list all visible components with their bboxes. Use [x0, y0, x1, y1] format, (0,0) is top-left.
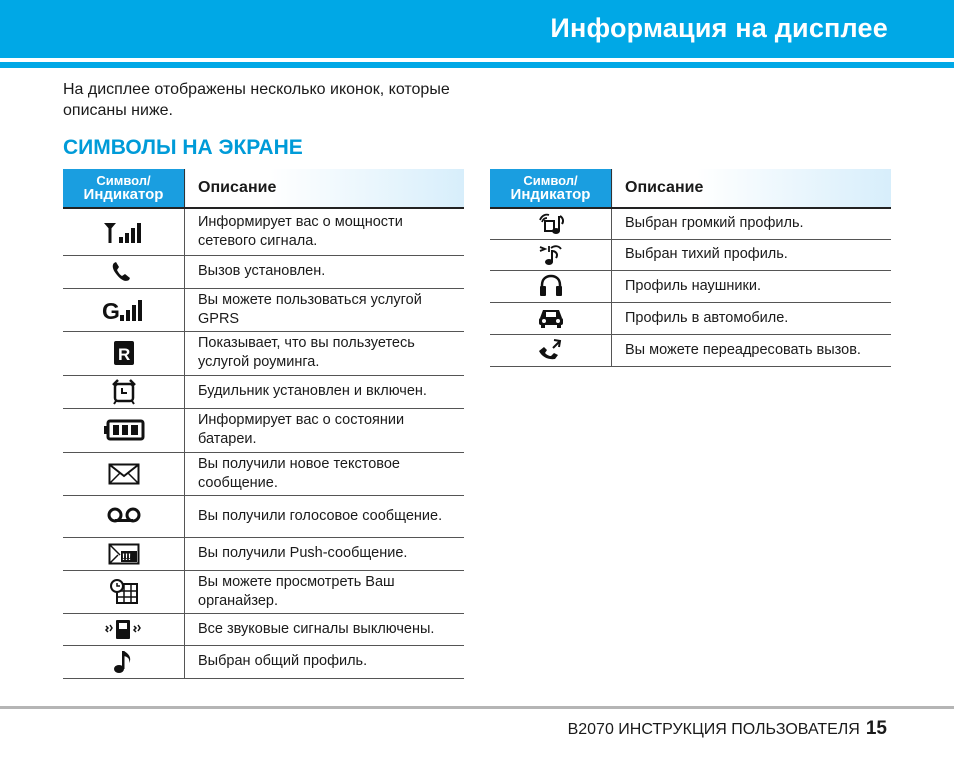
- description-column-header: Описание: [185, 169, 465, 208]
- roaming-icon: [112, 340, 136, 366]
- row-description: Информирует вас о мощности сетевого сигнала.: [185, 208, 465, 255]
- table-row: [63, 645, 464, 678]
- row-description: Информирует вас о состоянии батареи.: [185, 408, 465, 452]
- call-icon: [109, 260, 139, 284]
- table-header-row: [63, 169, 464, 208]
- voicemail-icon: [106, 506, 142, 526]
- symbol-header-line1: Символ/: [96, 173, 151, 188]
- table-row: [63, 452, 464, 495]
- row-description: Профиль в автомобиле.: [612, 302, 892, 334]
- loud-profile-icon: [537, 212, 565, 236]
- organizer-icon: [109, 579, 139, 605]
- description-column-header: Описание: [612, 169, 892, 208]
- push-message-icon: [108, 542, 140, 566]
- icons-table-right: [490, 169, 891, 367]
- envelope-icon: [108, 462, 140, 486]
- table-row: [63, 255, 464, 288]
- row-description: Будильник установлен и включен.: [185, 375, 465, 408]
- page-footer: [568, 718, 887, 740]
- svg-text:!!!: !!!: [121, 551, 131, 562]
- table-row: [490, 208, 891, 239]
- page-header: [0, 0, 954, 58]
- battery-icon: [103, 418, 145, 442]
- row-description: Показывает, что вы пользуетесь услугой роуминга.: [185, 331, 465, 375]
- row-description: Вы получили Push-сообщение.: [185, 537, 465, 570]
- header-rule: [0, 62, 954, 68]
- row-description: Вы получили голосовое сообщение.: [185, 495, 465, 537]
- table-row: [490, 334, 891, 366]
- row-description: Вы можете пользоваться услугой GPRS: [185, 288, 465, 331]
- footer-rule: [0, 706, 954, 709]
- symbol-column-header: [490, 169, 612, 208]
- gprs-icon: [101, 297, 147, 323]
- call-forward-icon: [536, 338, 566, 362]
- alarm-clock-icon: [110, 379, 138, 405]
- row-description: Выбран громкий профиль.: [612, 208, 892, 239]
- svg-text:G: G: [101, 297, 120, 323]
- car-icon: [537, 306, 565, 330]
- page-number: 15: [865, 718, 887, 739]
- table-row: [63, 495, 464, 537]
- svg-text:R: R: [117, 345, 130, 364]
- row-description: Профиль наушники.: [612, 270, 892, 302]
- symbol-column-header: [63, 169, 185, 208]
- quiet-profile-icon: [537, 243, 565, 267]
- table-header-row: [490, 169, 891, 208]
- symbol-header-line1: Символ/: [523, 173, 578, 188]
- table-row: [63, 208, 464, 255]
- page-title: Информация на дисплее: [550, 13, 888, 43]
- row-description: Вы получили новое текстовое сообщение.: [185, 452, 465, 495]
- row-description: Вы можете переадресовать вызов.: [612, 334, 892, 366]
- table-row: [490, 302, 891, 334]
- table-row: [63, 570, 464, 613]
- row-description: Вы можете просмотреть Ваш органайзер.: [185, 570, 465, 613]
- row-description: Выбран общий профиль.: [185, 645, 465, 678]
- symbol-header-line2: Индикатор: [510, 186, 591, 203]
- headset-icon: [538, 274, 564, 298]
- table-row: [63, 288, 464, 331]
- music-note-icon: [112, 649, 136, 675]
- table-row: [490, 239, 891, 270]
- table-row: [490, 270, 891, 302]
- table-row: [63, 537, 464, 570]
- footer-label: B2070 ИНСТРУКЦИЯ ПОЛЬЗОВАТЕЛЯ: [567, 721, 860, 738]
- intro-text: На дисплее отображены несколько иконок, которые описаны ниже.: [63, 81, 450, 119]
- icons-table-left: [63, 169, 464, 679]
- table-row: [63, 331, 464, 375]
- table-row: [63, 375, 464, 408]
- table-row: [63, 613, 464, 645]
- row-description: Все звуковые сигналы выключены.: [185, 613, 465, 645]
- signal-strength-icon: [102, 220, 146, 244]
- row-description: Вызов установлен.: [185, 255, 465, 288]
- section-title: СИМВОЛЫ НА ЭКРАНЕ: [63, 136, 303, 159]
- silent-mode-icon: [104, 617, 144, 641]
- table-row: [63, 408, 464, 452]
- row-description: Выбран тихий профиль.: [612, 239, 892, 270]
- symbol-header-line2: Индикатор: [83, 186, 164, 203]
